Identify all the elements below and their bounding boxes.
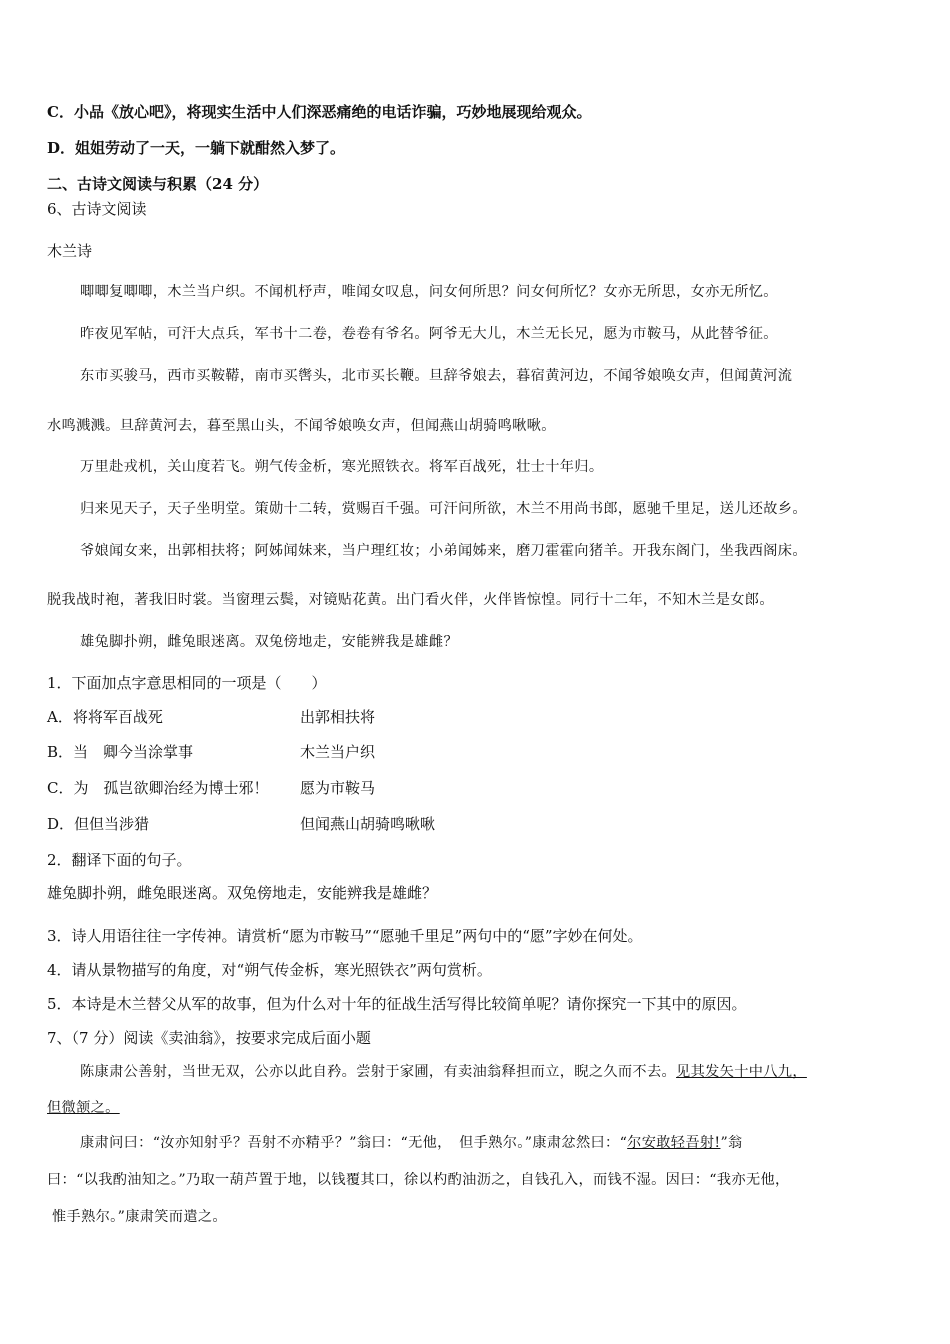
passage-line <box>80 1062 807 1082</box>
question-2-sentence: 雄兔脚扑朔，雌兔眼迷离。双兔傍地走，安能辨我是雄雌？ <box>47 884 438 902</box>
option-c-right: 愿为市鞍马 <box>300 779 376 797</box>
option-a-left: A．将将军百战死 <box>47 708 163 726</box>
option-c-left: C．为 孤岂欲卿治经为博士邪！ <box>47 779 269 797</box>
question-6-heading: 6、古诗文阅读 <box>47 200 147 218</box>
passage-text: 陈康肃公善射，当世无双，公亦以此自矜。尝射于家圃，有卖油翁释担而立，睨之久而不去。 <box>80 1064 677 1080</box>
passage-line <box>80 1133 743 1153</box>
poem-line: 水鸣溅溅。旦辞黄河去，暮至黑山头，不闻爷娘唤女声，但闻燕山胡骑鸣啾啾。 <box>47 418 556 434</box>
passage-line <box>47 1098 120 1118</box>
poem-line: 脱我战时袍，著我旧时裳。当窗理云鬓，对镜贴花黄。出门看火伴，火伴皆惊惶。同行十二年，不知木兰是女郎。 <box>47 592 774 608</box>
option-d-right: 但闻燕山胡骑鸣啾啾 <box>300 815 436 833</box>
question-7: 7、（7 分）阅读《卖油翁》，按要求完成后面小题 <box>47 1029 371 1047</box>
underlined-sentence: 见其发矢十中八九， <box>676 1064 807 1080</box>
option-c-text: C．小品《放心吧》，将现实生活中人们深恶痛绝的电话诈骗，巧妙地展现给观众。 <box>47 103 592 121</box>
passage-text: 康肃问曰：“汝亦知射乎？吾射不亦精乎？”翁曰：“无他， 但手熟尔。”康肃忿然曰：“ <box>80 1135 628 1151</box>
passage-line: 惟手熟尔。”康肃笑而遣之。 <box>52 1209 227 1225</box>
question-2: 2．翻译下面的句子。 <box>47 851 192 869</box>
poem-line: 昨夜见军帖，可汗大点兵，军书十二卷，卷卷有爷名。阿爷无大儿，木兰无长兄，愿为市鞍马，从此替爷征。 <box>80 326 778 342</box>
question-4: 4．请从景物描写的角度，对“朔气传金柝，寒光照铁衣”两句赏析。 <box>47 961 492 979</box>
poem-line: 雄兔脚扑朔，雌兔眼迷离。双兔傍地走，安能辨我是雄雌？ <box>80 634 458 650</box>
question-1: 1．下面加点字意思相同的一项是（ ） <box>47 674 327 692</box>
poem-line: 归来见天子，天子坐明堂。策勋十二转，赏赐百千强。可汗问所欲，木兰不用尚书郎，愿驰千里足，送儿还故乡。 <box>80 501 807 517</box>
option-d-text: D．姐姐劳动了一天，一躺下就酣然入梦了。 <box>47 139 346 157</box>
option-b-left: B．当 卿今当涂掌事 <box>47 743 194 761</box>
question-3: 3．诗人用语往往一字传神。请赏析“愿为市鞍马”“愿驰千里足”两句中的“愿”字妙在何处。 <box>47 927 643 945</box>
question-5: 5．本诗是木兰替父从军的故事，但为什么对十年的征战生活写得比较简单呢？请你探究一下其中的原因。 <box>47 995 747 1013</box>
option-b-right: 木兰当户织 <box>300 743 376 761</box>
poem-line: 东市买骏马，西市买鞍鞯，南市买辔头，北市买长鞭。旦辞爷娘去，暮宿黄河边，不闻爷娘唤女声，但闻黄河流 <box>80 368 793 384</box>
poem-line: 爷娘闻女来，出郭相扶将；阿姊闻妹来，当户理红妆；小弟闻姊来，磨刀霍霍向猪羊。开我东阁门，坐我西阁床。 <box>80 543 807 559</box>
poem-line: 万里赴戎机，关山度若飞。朔气传金析，寒光照铁衣。将军百战死，壮士十年归。 <box>80 459 604 475</box>
passage-line: 曰：“以我酌油知之。”乃取一葫芦置于地，以钱覆其口，徐以杓酌油沥之，自钱孔入，而钱不湿。因曰：“我亦无他， <box>47 1172 790 1188</box>
passage-text: ”翁 <box>720 1135 743 1151</box>
underlined-sentence: 但微颔之。 <box>47 1100 120 1116</box>
poem-line: 唧唧复唧唧，木兰当户织。不闻机杼声，唯闻女叹息，问女何所思？问女何所忆？女亦无所思，女亦无所忆。 <box>80 284 778 300</box>
option-a-right: 出郭相扶将 <box>300 708 376 726</box>
section-heading: 二、古诗文阅读与积累（24 分） <box>47 175 269 193</box>
option-d-left: D．但但当涉猎 <box>47 815 150 833</box>
underlined-sentence: 尔安敢轻吾射! <box>627 1135 721 1151</box>
poem-title: 木兰诗 <box>47 242 93 260</box>
